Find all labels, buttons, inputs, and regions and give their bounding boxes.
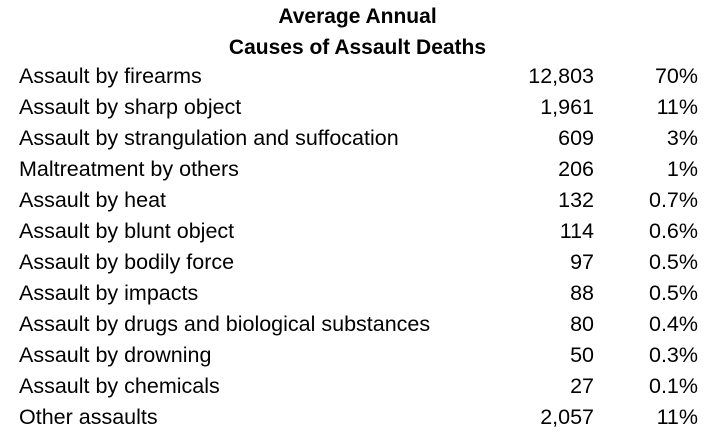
table-row <box>0 123 715 154</box>
percent-value: 11% <box>656 95 698 119</box>
percent-value: 0.1% <box>648 374 698 398</box>
count-value: 609 <box>558 126 594 150</box>
cause-label: Assault by firearms <box>19 64 202 88</box>
percent-value: 11% <box>656 405 698 429</box>
count-value: 206 <box>558 157 594 181</box>
table-row <box>0 92 715 123</box>
cause-label: Other assaults <box>19 405 158 429</box>
percent-value: 70% <box>654 64 698 88</box>
count-value: 1,961 <box>540 95 594 119</box>
cause-label: Assault by bodily force <box>19 250 235 274</box>
cause-label: Assault by blunt object <box>19 219 235 243</box>
count-value: 88 <box>570 281 594 305</box>
data-table <box>0 61 715 433</box>
percent-value: 3% <box>666 126 698 150</box>
percent-value: 0.5% <box>648 250 698 274</box>
cause-label: Assault by drowning <box>19 343 212 367</box>
table-row <box>0 402 715 433</box>
cause-label: Assault by strangulation and suffocation <box>19 126 399 150</box>
count-value: 114 <box>559 219 594 243</box>
cause-label: Maltreatment by others <box>19 157 239 181</box>
percent-value: 0.3% <box>648 343 698 367</box>
cause-label: Assault by heat <box>19 188 167 212</box>
count-value: 27 <box>570 374 594 398</box>
table-row <box>0 154 715 185</box>
percent-value: 0.6% <box>648 219 698 243</box>
table-row <box>0 309 715 340</box>
table-row <box>0 340 715 371</box>
table-row <box>0 278 715 309</box>
table-row <box>0 371 715 402</box>
table-row <box>0 61 715 92</box>
table-row <box>0 216 715 247</box>
count-value: 2,057 <box>540 405 594 429</box>
count-value: 12,803 <box>528 64 594 88</box>
table-row <box>0 185 715 216</box>
percent-value: 0.5% <box>648 281 698 305</box>
count-value: 97 <box>570 250 594 274</box>
percent-value: 0.4% <box>648 312 698 336</box>
count-value: 132 <box>558 188 594 212</box>
table-subtitle: Causes of Assault Deaths <box>228 36 487 59</box>
cause-label: Assault by sharp object <box>19 95 242 119</box>
cause-label: Assault by impacts <box>19 281 199 305</box>
table-title: Average Annual <box>278 5 437 28</box>
count-value: 50 <box>570 343 594 367</box>
percent-value: 1% <box>666 157 698 181</box>
cause-label: Assault by drugs and biological substances <box>19 312 431 336</box>
count-value: 80 <box>570 312 594 336</box>
table-row <box>0 247 715 278</box>
cause-label: Assault by chemicals <box>19 374 220 398</box>
percent-value: 0.7% <box>648 188 698 212</box>
